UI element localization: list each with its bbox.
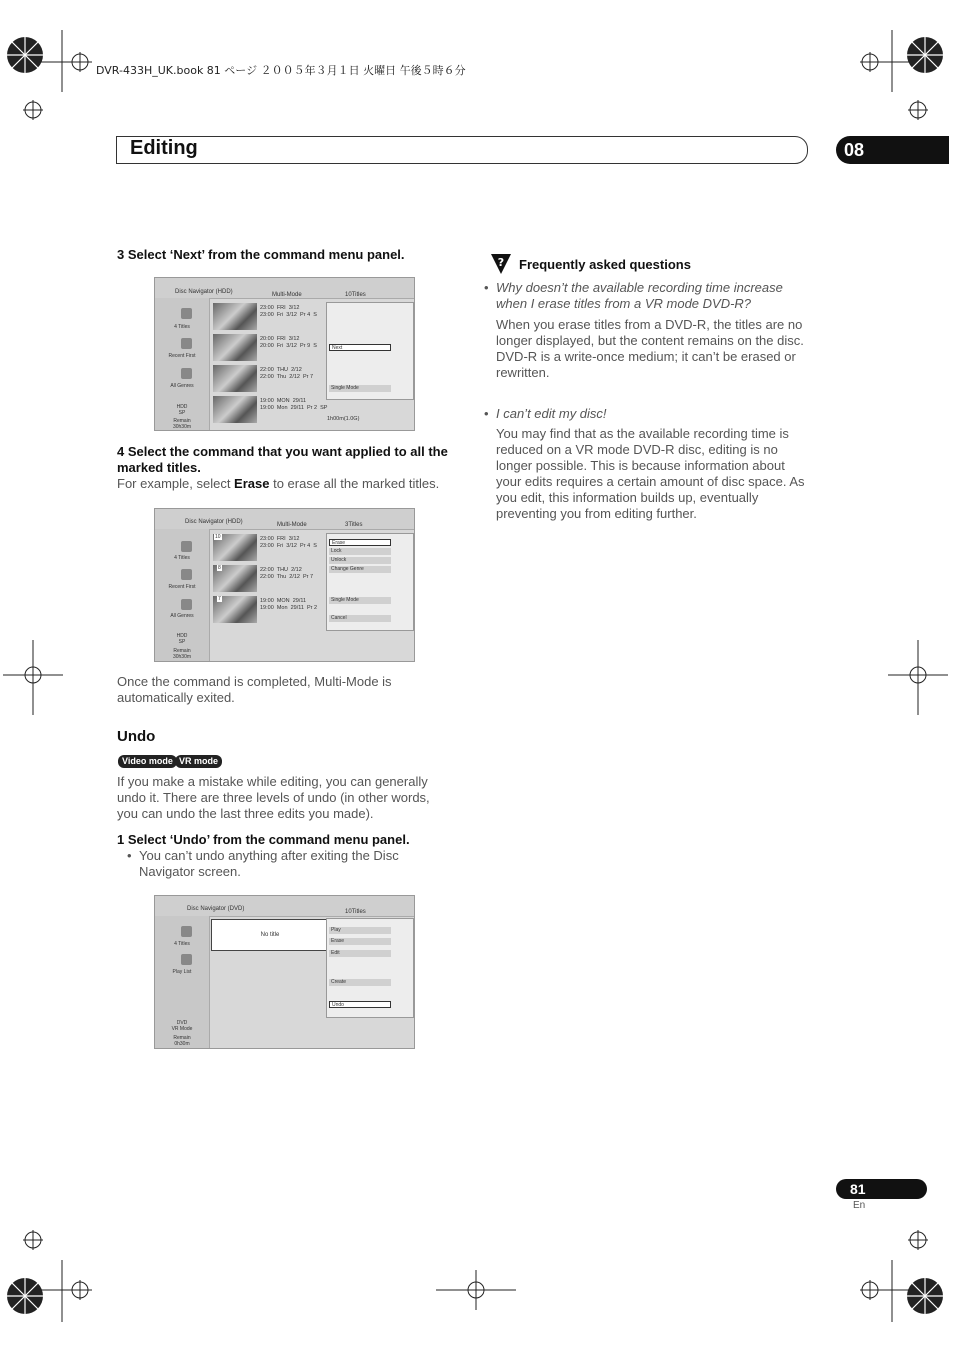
after-command-text: Once the command is completed, Multi-Mode is automatically exited. [117, 674, 392, 705]
menu-item-create[interactable]: Create [329, 979, 391, 986]
side-label: All Genres [170, 613, 194, 619]
drive-label: DVD VR Mode [171, 1020, 193, 1032]
title-row: 22:00 THU 2/12 22:00 Thu 2/12 Pr 7 [260, 567, 314, 580]
title-number: 10 [215, 534, 221, 540]
faq-question-2: I can’t edit my disc! [496, 406, 607, 421]
screen-title: Disc Navigator (DVD) [187, 906, 245, 912]
title-row: 19:00 MON 29/11 19:00 Mon 29/11 Pr 2 [260, 598, 318, 611]
screen-sidebar [155, 916, 210, 1048]
section-title: Editing [130, 137, 198, 159]
screen-count: 3Titles [345, 522, 363, 528]
playlist-icon [181, 954, 192, 965]
title-thumbnail [213, 334, 257, 361]
bullet-dot: • [484, 406, 489, 421]
drive-label: HDD SP [176, 633, 188, 645]
title-row: 19:00 MON 29/11 19:00 Mon 29/11 Pr 2 SP [260, 398, 328, 411]
faq-answer-2: You may find that as the available recording time is reduced on a VR mode DVD-R disc, editing is no longer possible. This is because information about your edits requires a certain amount of disc space. As you edit, this information builds up, eventually preventing you from editing further. [496, 426, 805, 521]
screen-title-bar [155, 896, 414, 917]
screen-title-bar [155, 509, 414, 530]
remain-label: Remain [173, 648, 191, 654]
command-menu-panel [326, 918, 414, 1018]
menu-item-play[interactable]: Play [329, 927, 391, 934]
no-title-box: No title [211, 919, 329, 951]
screen-sidebar [155, 298, 210, 430]
title-thumbnail [213, 303, 257, 330]
faq-heading: Frequently asked questions [519, 257, 691, 272]
title-number: 7 [218, 596, 221, 602]
menu-item-undo[interactable]: Undo [329, 1001, 391, 1008]
remain-value: 30h30m [172, 424, 192, 430]
screen-disc-navigator-2 [154, 508, 415, 662]
command-menu-panel [326, 302, 414, 400]
genres-icon [181, 599, 192, 610]
recent-icon [181, 569, 192, 580]
screen-mode: Multi-Mode [277, 522, 307, 528]
title-row: 23:00 FRI 3/12 23:00 Fri 3/12 Pr 4 S [260, 305, 317, 318]
title-number: 8 [218, 565, 221, 571]
menu-item-single-mode[interactable]: Single Mode [329, 597, 391, 604]
screen-disc-navigator-1 [154, 277, 415, 431]
remain-label: Remain [173, 1035, 191, 1041]
step-4-text: For example, select [117, 476, 235, 491]
menu-item-change-genre[interactable]: Change Genre [329, 566, 391, 573]
genres-icon [181, 368, 192, 379]
titles-icon [181, 541, 192, 552]
erase-keyword: Erase [234, 476, 270, 491]
step-1-heading: 1 Select ‘Undo’ from the command menu panel. [117, 832, 410, 847]
screen-mode: Multi-Mode [272, 292, 302, 298]
menu-item-single-mode[interactable]: Single Mode [329, 385, 391, 392]
side-label: All Genres [170, 383, 194, 389]
menu-item-cancel[interactable]: Cancel [329, 615, 391, 622]
remain-value: 30h30m [172, 654, 192, 660]
badge-vr-mode: VR mode [175, 755, 222, 768]
remain-value: 0h30m [174, 1041, 190, 1047]
menu-item-unlock[interactable]: Unlock [329, 557, 391, 564]
screen-title: Disc Navigator (HDD) [175, 289, 233, 295]
book-header-line: DVR-433H_UK.book 81 ページ ２００５年３月１日 火曜日 午後５時６分 [96, 64, 466, 77]
section-title-bar [116, 136, 808, 164]
side-label: 4 Titles [174, 555, 190, 561]
faq-question-1: Why doesn’t the available recording time increase when I erase titles from a VR mode DVD-R? [496, 280, 783, 311]
recent-icon [181, 338, 192, 349]
title-row: 22:00 THU 2/12 22:00 Thu 2/12 Pr 7 [260, 367, 314, 380]
title-row: 20:00 FRI 3/12 20:00 Fri 3/12 Pr 9 S [260, 336, 317, 349]
command-menu-panel [326, 533, 414, 631]
undo-heading: Undo [117, 728, 156, 745]
menu-item-next[interactable]: Next [329, 344, 391, 351]
side-label: 4 Titles [174, 941, 190, 947]
section-number: 08 [836, 136, 949, 164]
remain-label: Remain [173, 418, 191, 424]
title-row: 23:00 FRI 3/12 23:00 Fri 3/12 Pr 4 S [260, 536, 317, 549]
title-thumbnail [213, 396, 257, 423]
screen-disc-navigator-3 [154, 895, 415, 1049]
step-4-body [117, 476, 457, 492]
language-code: En [853, 1200, 866, 1211]
screen-sidebar [155, 529, 210, 661]
titles-icon [181, 308, 192, 319]
screen-title-bar [155, 278, 414, 299]
page-number: 81 [836, 1179, 927, 1199]
svg-text:?: ? [497, 256, 505, 269]
screen-count: 10Titles [345, 292, 366, 298]
bullet-dot: • [127, 848, 132, 863]
undo-body: If you make a mistake while editing, you can generally undo it. There are three levels of undo (in other words, you can undo the last three edits you made). [117, 774, 430, 821]
step-3-heading: 3 Select ‘Next’ from the command menu panel. [117, 247, 405, 262]
drive-label: HDD SP [176, 404, 188, 416]
faq-answer-1: When you erase titles from a DVD-R, the titles are no longer displayed, but the content remains on the disc. DVD-R is a write-once medium; it can’t be erased or rewritten. [496, 317, 804, 380]
badge-video-mode: Video mode [118, 755, 177, 768]
menu-item-edit[interactable]: Edit [329, 950, 391, 957]
step-1-bullet: You can’t undo anything after exiting the Disc Navigator screen. [139, 848, 399, 879]
screen-count: 10Titles [345, 909, 366, 915]
menu-item-erase[interactable]: Erase [329, 539, 391, 546]
side-label: Recent First [168, 353, 196, 359]
side-label: Play List [172, 969, 192, 975]
bullet-dot: • [484, 280, 489, 295]
menu-item-erase[interactable]: Erase [329, 938, 391, 945]
side-label: 4 Titles [174, 324, 190, 330]
duration-label: 1h00m(1.0G) [327, 416, 360, 422]
title-thumbnail [213, 365, 257, 392]
titles-icon [181, 926, 192, 937]
screen-title: Disc Navigator (HDD) [185, 519, 243, 525]
step-4-heading: 4 Select the command that you want applied to all the marked titles. [117, 444, 448, 475]
question-icon [489, 252, 513, 276]
menu-item-lock[interactable]: Lock [329, 548, 391, 555]
side-label: Recent First [168, 584, 196, 590]
step-4-text-end: to erase all the marked titles. [269, 476, 440, 491]
